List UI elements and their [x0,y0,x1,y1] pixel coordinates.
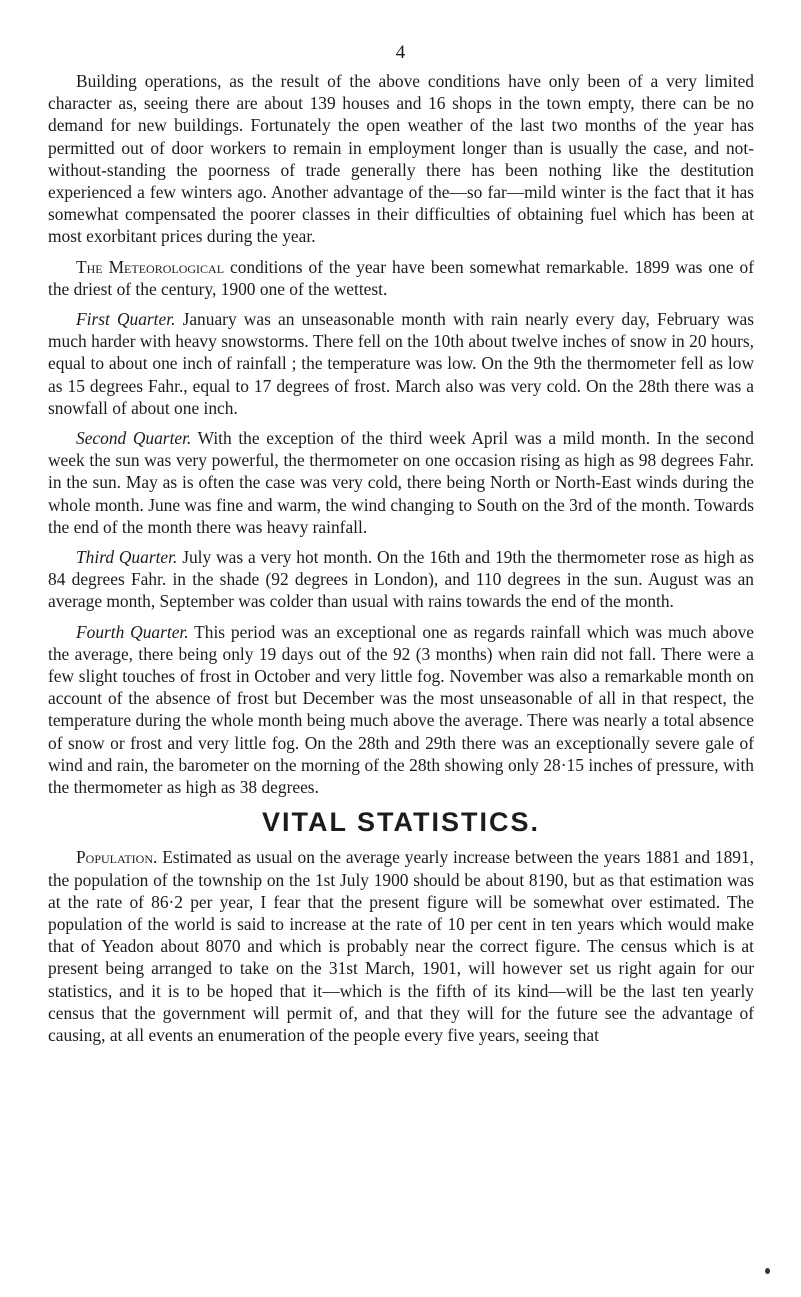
third-quarter-text: July was a very hot month. On the 16th and 19th the thermometer rose as high as 84 degrees Fahr. in the shade (92 degrees in London), and 110 degrees in the sun. August was an average month, September was colder than usual with rains towards the end of the month. [48,547,755,612]
paragraph-meteorological [48,256,754,300]
paragraph-third-quarter [48,546,754,613]
paragraph-fourth-quarter [48,621,754,799]
paragraph-building: Building operations, as the result of the above conditions have only been of a very limited character as, seeing there are about 139 houses and 16 shops in the town empty, there can be no demand for new buildings. Fortunately the open weather of the last two months of the year has permitted out of door workers to remain in employment longer than is usually the case, and not-without-standing the poorness of trade generally there has been nothing like the destitution experienced a few winters ago. Another advantage of the—so far—mild winter is the fact that it has somewhat compensated the poorer classes in their difficulties of obtaining fuel which has been at most exorbitant prices during the year. [48,71,754,247]
population-lead: Population. [76,847,158,868]
body-text [48,70,754,1054]
population-text: Estimated as usual on the average yearly increase between the years 1881 and 1891, the population of the township on the 1st July 1900 should be about 8190, but as that estimation was at the rate of 86·2 per year, I fear that the present figure will be somewhat over estimated. The population of the world is said to increase at the rate of 10 per cent in ten years which would make that of Yeadon about 8070 and which is probably near the correct figure. The census which is at present being arranged to take on the 31st March, 1901, will however set us right again for our statistics, and it is to be hoped that it—which is the fifth of its kind—will be the last ten yearly census that the government will permit of, and that they will for the future see the advantage of causing, at all events an enumeration of the people every five years, seeing that [48,847,754,1045]
second-quarter-text: With the exception of the third week April was a mild month. In the second week the sun was very powerful, the thermometer on one occasion rising as high as 98 degrees Fahr. in the sun. May as is often the case was very cold, there being North or North-East winds during the whole month. June was fine and warm, the wind changing to South on the 3rd of the month. Towards the end of the month there was heavy rainfall. [48,428,754,537]
meteorological-text: conditions of the year have been somewhat remarkable. 1899 was one of the driest of the century, 1900 one of the wettest. [48,256,754,299]
fourth-quarter-text: This period was an exceptional one as regards rainfall which was much above the average, there being only 19 days out of the 92 (3 months) when rain did not fall. There were a few slight touches of frost in October and very little fog. November was also a remarkable month on account of the absence of frost but December was the most unseasonable of all in that respect, the temperature during the whole month being much above the average. There was nearly a total absence of snow or frost and very little fog. On the 28th and 29th there was an exceptionally severe gale of wind and rain, the barometer on the morning of the 28th showing only 28·15 inches of pressure, with the thermometer as high as 38 degrees. [48,621,754,798]
paragraph-population [48,846,754,1046]
paragraph-first-quarter [48,308,754,419]
first-quarter-text: January was an unseasonable month with rain nearly every day, February was much harder with heavy snowstorms. There fell on the 10th about twelve inches of snow in 20 hours, equal to about one inch of rainfall ; the temperature was low. On the 9th the thermometer fell as low as 15 degrees Fahr., equal to 17 degrees of frost. March also was very cold. On the 28th there was a snowfall of about one inch. [48,309,754,418]
ink-mark [765,1268,770,1274]
third-quarter-lead: Third Quarter. [76,547,178,568]
page-number: 4 [395,42,406,63]
meteorological-lead: The Meteorological [76,256,225,277]
second-quarter-lead: Second Quarter. [76,428,192,449]
first-quarter-lead: First Quarter. [76,309,176,330]
section-heading: VITAL STATISTICS. [261,807,540,838]
paragraph-second-quarter [48,427,754,538]
fourth-quarter-lead: Fourth Quarter. [76,621,189,642]
